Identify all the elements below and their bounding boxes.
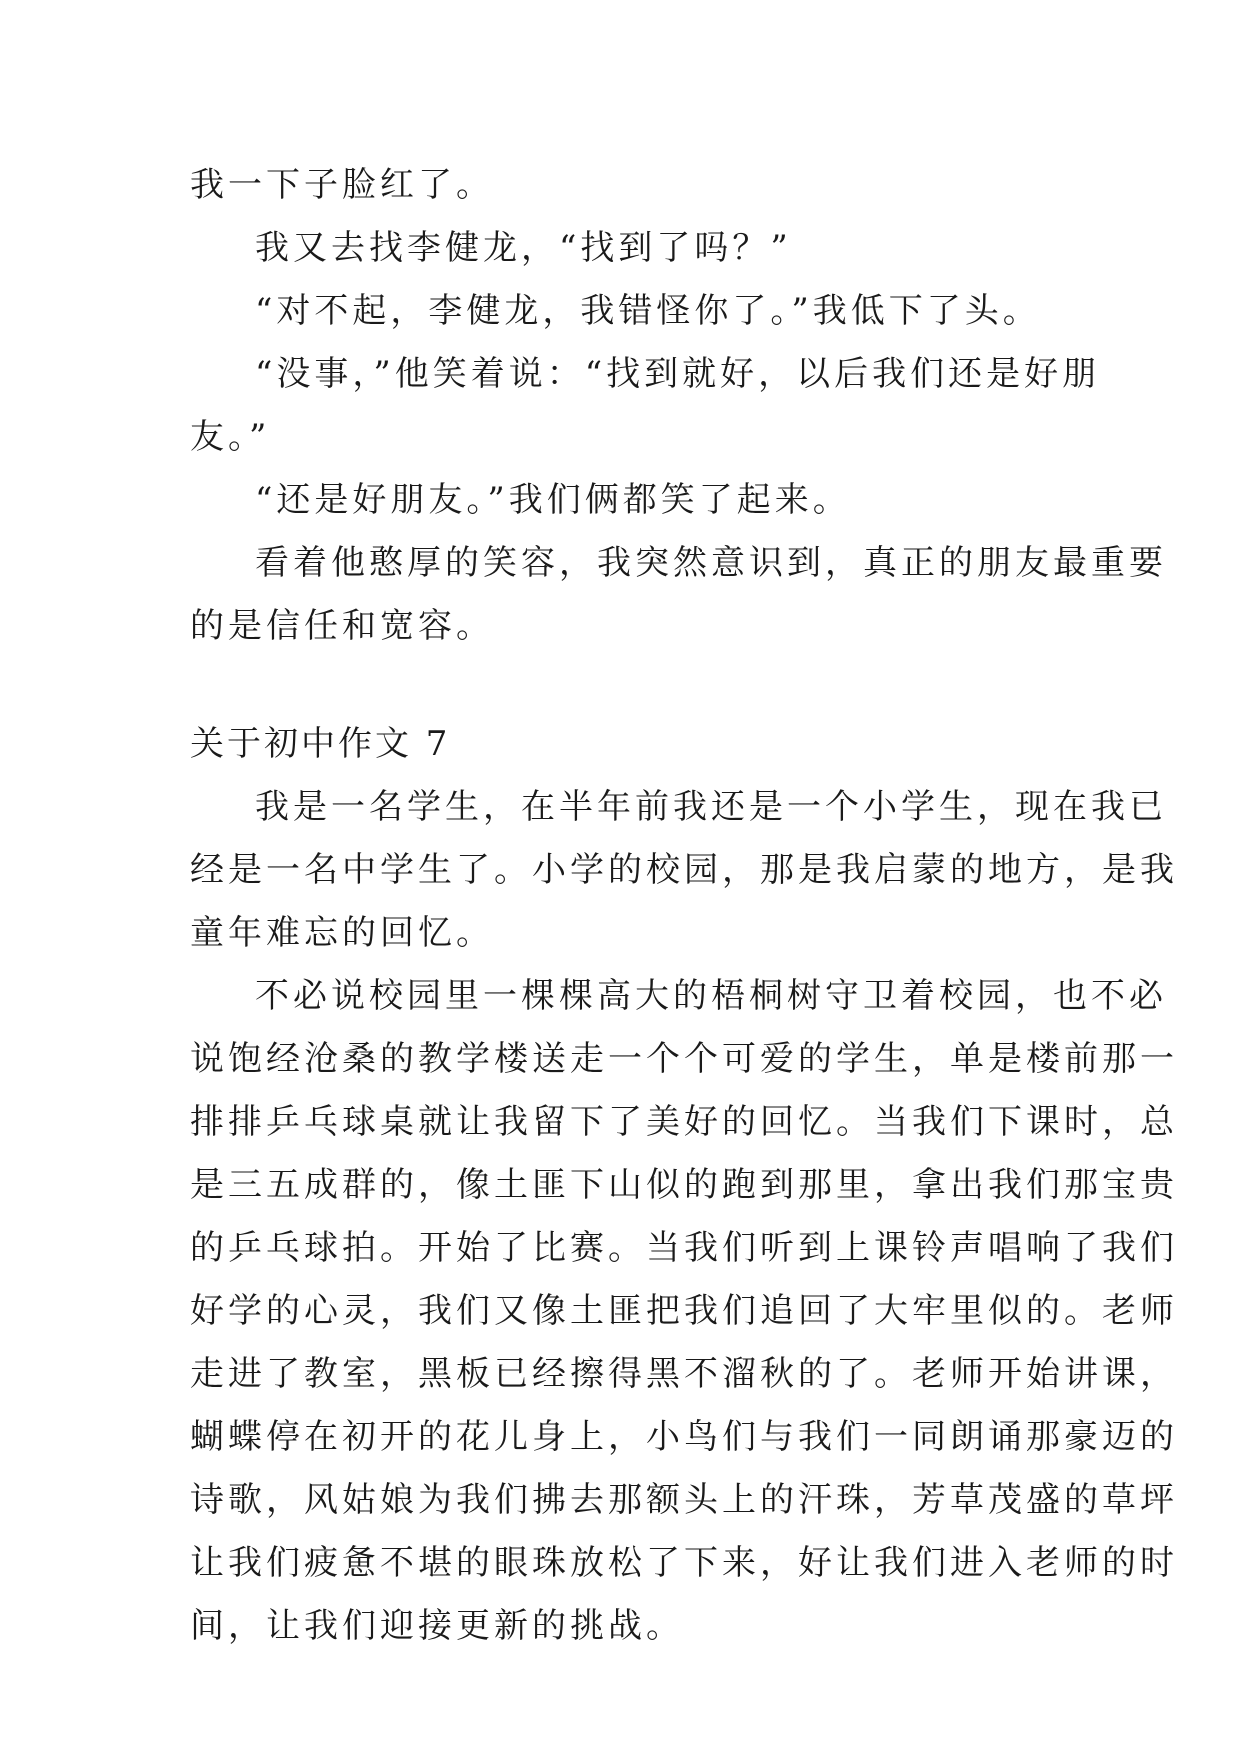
text-line: 走进了教室，黑板已经擦得黑不溜秋的了。老师开始讲课，: [190, 1354, 1178, 1394]
text-line: 我又去找李健龙，“找到了吗？”: [255, 228, 792, 268]
text-line: 我是一名学生，在半年前我还是一个小学生，现在我已: [255, 787, 1167, 827]
text-line: 是三五成群的，像土匪下山似的跑到那里，拿出我们那宝贵: [190, 1165, 1178, 1205]
text-line: 说饱经沧桑的教学楼送走一个个可爱的学生，单是楼前那一: [190, 1039, 1178, 1079]
section-heading: 关于初中作文 7: [190, 724, 451, 764]
text-line: 我一下子脸红了。: [190, 165, 494, 205]
text-line: 的乒乓球拍。开始了比赛。当我们听到上课铃声唱响了我们: [190, 1228, 1178, 1268]
text-line: 友。”: [190, 417, 271, 457]
text-line: “还是好朋友。”我们俩都笑了起来。: [255, 480, 851, 520]
text-line: 不必说校园里一棵棵高大的梧桐树守卫着校园，也不必: [255, 976, 1167, 1016]
text-line: 蝴蝶停在初开的花儿身上，小鸟们与我们一同朗诵那豪迈的: [190, 1417, 1178, 1457]
text-line: 间，让我们迎接更新的挑战。: [190, 1606, 684, 1646]
text-line: 好学的心灵，我们又像土匪把我们追回了大牢里似的。老师: [190, 1291, 1178, 1331]
text-line: “没事，”他笑着说：“找到就好，以后我们还是好朋: [255, 354, 1101, 394]
text-line: 的是信任和宽容。: [190, 606, 494, 646]
text-line: 童年难忘的回忆。: [190, 913, 494, 953]
text-line: 经是一名中学生了。小学的校园，那是我启蒙的地方，是我: [190, 850, 1178, 890]
text-line: “对不起，李健龙，我错怪你了。”我低下了头。: [255, 291, 1041, 331]
text-line: 排排乒乓球桌就让我留下了美好的回忆。当我们下课时，总: [190, 1102, 1178, 1142]
text-line: 看着他憨厚的笑容，我突然意识到，真正的朋友最重要: [255, 543, 1167, 583]
text-line: 诗歌，风姑娘为我们拂去那额头上的汗珠，芳草茂盛的草坪: [190, 1480, 1178, 1520]
text-line: 让我们疲惫不堪的眼珠放松了下来，好让我们进入老师的时: [190, 1543, 1178, 1583]
